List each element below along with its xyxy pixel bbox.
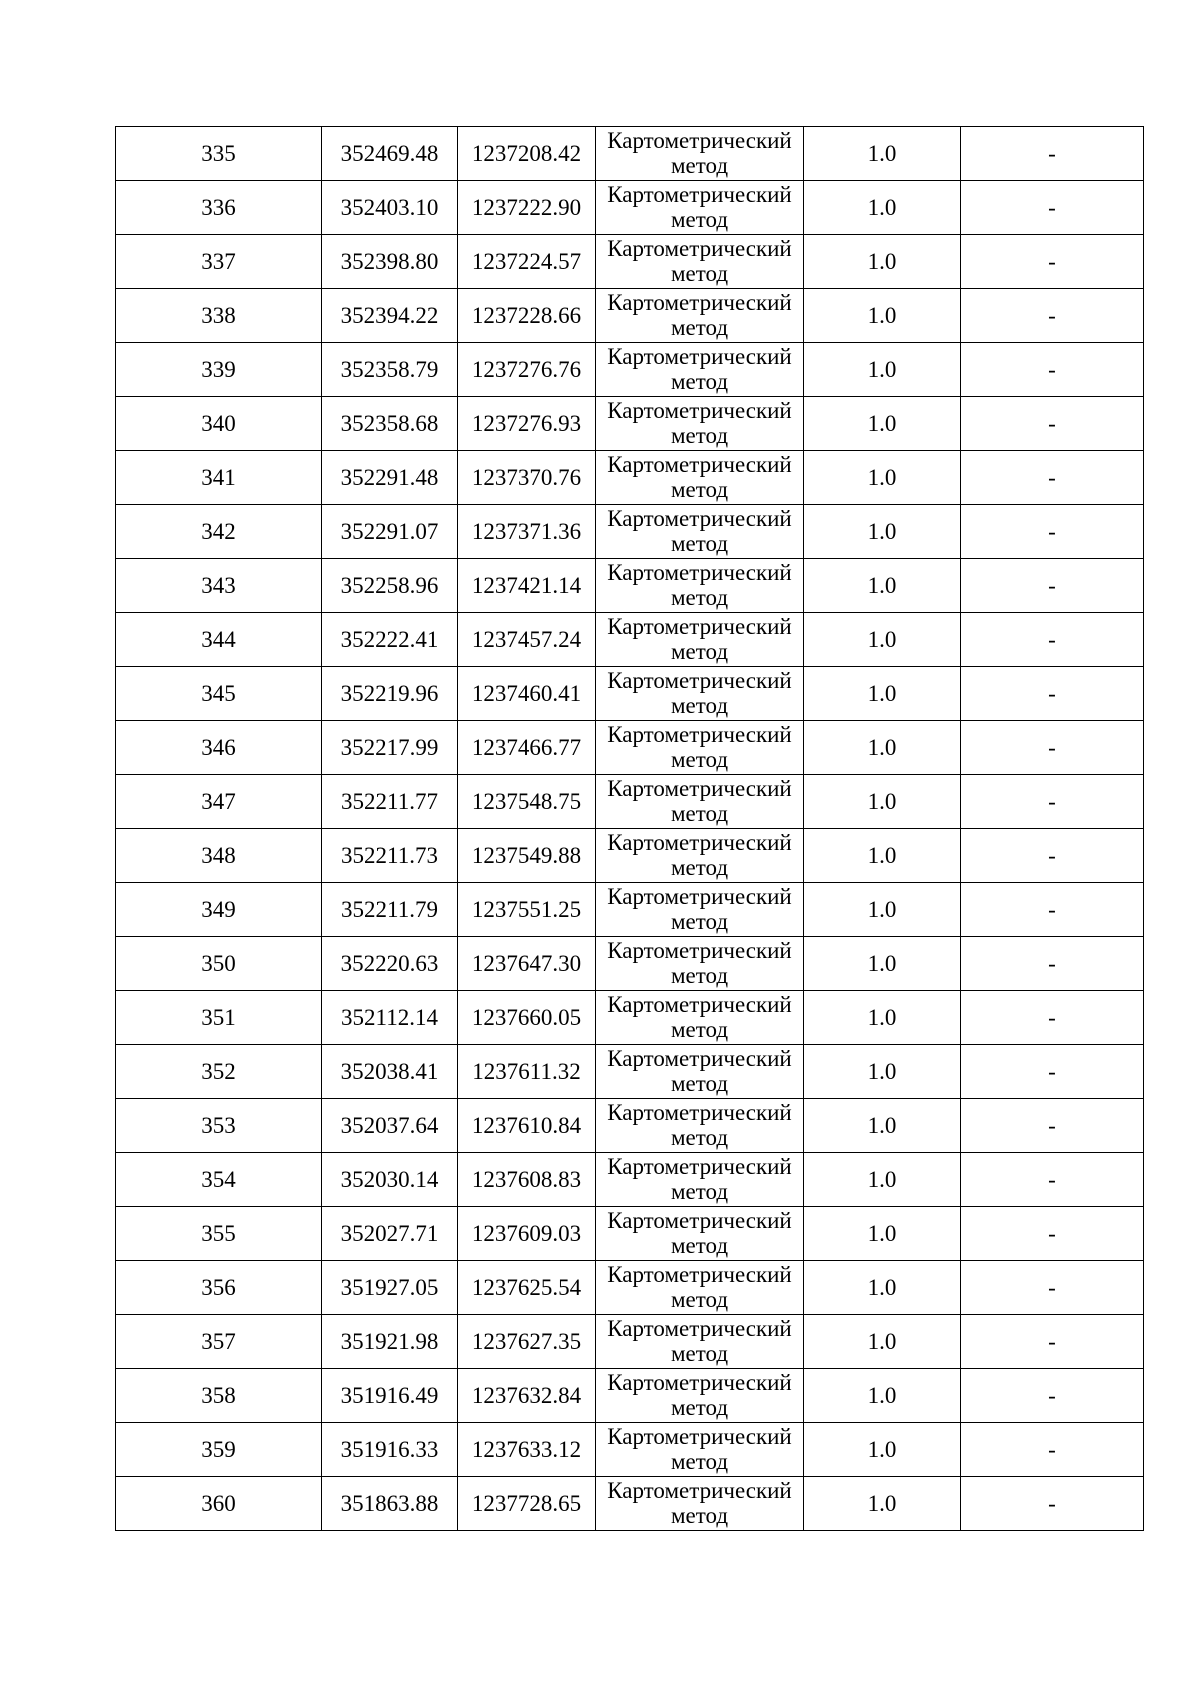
y-coordinate-cell: 1237466.77	[458, 721, 596, 775]
method-line-2: метод	[670, 639, 729, 664]
method-line-1: Картометрический	[607, 1262, 792, 1287]
point-number-cell: 352	[116, 1045, 322, 1099]
point-number-cell: 348	[116, 829, 322, 883]
accuracy-cell: 1.0	[804, 1423, 961, 1477]
method-line-2: метод	[670, 207, 729, 232]
method-line-1: Картометрический	[607, 398, 792, 423]
method-line-2: метод	[670, 477, 729, 502]
description-cell: -	[961, 451, 1144, 505]
y-coordinate-cell: 1237611.32	[458, 1045, 596, 1099]
description-cell: -	[961, 721, 1144, 775]
accuracy-cell: 1.0	[804, 1369, 961, 1423]
y-coordinate-cell: 1237647.30	[458, 937, 596, 991]
method-line-1: Картометрический	[607, 236, 792, 261]
accuracy-cell: 1.0	[804, 829, 961, 883]
y-coordinate-cell: 1237371.36	[458, 505, 596, 559]
accuracy-cell: 1.0	[804, 991, 961, 1045]
accuracy-cell: 1.0	[804, 451, 961, 505]
method-line-1: Картометрический	[607, 506, 792, 531]
accuracy-cell: 1.0	[804, 1045, 961, 1099]
method-line-2: метод	[670, 801, 729, 826]
description-cell: -	[961, 1153, 1144, 1207]
method-line-1: Картометрический	[607, 344, 792, 369]
table-row	[116, 1369, 1144, 1423]
method-cell	[596, 289, 804, 343]
method-line-1: Картометрический	[607, 668, 792, 693]
method-line-2: метод	[670, 1341, 729, 1366]
point-number-cell: 341	[116, 451, 322, 505]
method-line-1: Картометрический	[607, 938, 792, 963]
accuracy-cell: 1.0	[804, 127, 961, 181]
table-row	[116, 937, 1144, 991]
x-coordinate-cell: 352469.48	[322, 127, 458, 181]
x-coordinate-cell: 352358.79	[322, 343, 458, 397]
point-number-cell: 345	[116, 667, 322, 721]
method-line-1: Картометрический	[607, 776, 792, 801]
method-line-2: метод	[670, 1287, 729, 1312]
method-line-2: метод	[670, 1071, 729, 1096]
method-line-1: Картометрический	[607, 560, 792, 585]
table-row	[116, 883, 1144, 937]
method-line-1: Картометрический	[607, 722, 792, 747]
accuracy-cell: 1.0	[804, 1207, 961, 1261]
description-cell: -	[961, 1423, 1144, 1477]
table-row	[116, 667, 1144, 721]
description-cell: -	[961, 181, 1144, 235]
method-line-2: метод	[670, 1233, 729, 1258]
accuracy-cell: 1.0	[804, 1477, 961, 1531]
accuracy-cell: 1.0	[804, 937, 961, 991]
x-coordinate-cell: 352398.80	[322, 235, 458, 289]
accuracy-cell: 1.0	[804, 1099, 961, 1153]
description-cell: -	[961, 667, 1144, 721]
method-cell	[596, 1315, 804, 1369]
description-cell: -	[961, 127, 1144, 181]
method-line-1: Картометрический	[607, 1046, 792, 1071]
description-cell: -	[961, 559, 1144, 613]
accuracy-cell: 1.0	[804, 289, 961, 343]
y-coordinate-cell: 1237457.24	[458, 613, 596, 667]
description-cell: -	[961, 883, 1144, 937]
y-coordinate-cell: 1237633.12	[458, 1423, 596, 1477]
description-cell: -	[961, 937, 1144, 991]
accuracy-cell: 1.0	[804, 667, 961, 721]
description-cell: -	[961, 343, 1144, 397]
y-coordinate-cell: 1237460.41	[458, 667, 596, 721]
method-cell	[596, 505, 804, 559]
y-coordinate-cell: 1237632.84	[458, 1369, 596, 1423]
x-coordinate-cell: 351863.88	[322, 1477, 458, 1531]
description-cell: -	[961, 1099, 1144, 1153]
x-coordinate-cell: 352403.10	[322, 181, 458, 235]
method-line-1: Картометрический	[607, 1208, 792, 1233]
method-cell	[596, 1261, 804, 1315]
point-number-cell: 337	[116, 235, 322, 289]
table-row	[116, 1261, 1144, 1315]
point-number-cell: 355	[116, 1207, 322, 1261]
table-row	[116, 235, 1144, 289]
point-number-cell: 358	[116, 1369, 322, 1423]
x-coordinate-cell: 352394.22	[322, 289, 458, 343]
point-number-cell: 335	[116, 127, 322, 181]
point-number-cell: 350	[116, 937, 322, 991]
table-row	[116, 451, 1144, 505]
table-row	[116, 397, 1144, 451]
method-line-2: метод	[670, 1449, 729, 1474]
method-cell	[596, 937, 804, 991]
table-row	[116, 991, 1144, 1045]
point-number-cell: 360	[116, 1477, 322, 1531]
point-number-cell: 343	[116, 559, 322, 613]
method-line-1: Картометрический	[607, 614, 792, 639]
method-line-1: Картометрический	[607, 992, 792, 1017]
table-row	[116, 613, 1144, 667]
method-line-1: Картометрический	[607, 884, 792, 909]
description-cell: -	[961, 289, 1144, 343]
x-coordinate-cell: 352027.71	[322, 1207, 458, 1261]
method-line-1: Картометрический	[607, 830, 792, 855]
method-line-2: метод	[670, 1503, 729, 1528]
table-row	[116, 1099, 1144, 1153]
method-cell	[596, 397, 804, 451]
x-coordinate-cell: 352258.96	[322, 559, 458, 613]
table-row	[116, 289, 1144, 343]
accuracy-cell: 1.0	[804, 1315, 961, 1369]
accuracy-cell: 1.0	[804, 721, 961, 775]
method-cell	[596, 343, 804, 397]
y-coordinate-cell: 1237610.84	[458, 1099, 596, 1153]
accuracy-cell: 1.0	[804, 1153, 961, 1207]
method-line-1: Картометрический	[607, 1370, 792, 1395]
method-line-2: метод	[670, 315, 729, 340]
description-cell: -	[961, 505, 1144, 559]
description-cell: -	[961, 991, 1144, 1045]
y-coordinate-cell: 1237660.05	[458, 991, 596, 1045]
accuracy-cell: 1.0	[804, 1261, 961, 1315]
y-coordinate-cell: 1237608.83	[458, 1153, 596, 1207]
method-line-2: метод	[670, 1179, 729, 1204]
method-cell	[596, 1045, 804, 1099]
method-cell	[596, 1153, 804, 1207]
point-number-cell: 349	[116, 883, 322, 937]
y-coordinate-cell: 1237548.75	[458, 775, 596, 829]
point-number-cell: 340	[116, 397, 322, 451]
x-coordinate-cell: 351927.05	[322, 1261, 458, 1315]
description-cell: -	[961, 235, 1144, 289]
table-row	[116, 505, 1144, 559]
method-cell	[596, 451, 804, 505]
x-coordinate-cell: 352112.14	[322, 991, 458, 1045]
method-line-2: метод	[670, 423, 729, 448]
point-number-cell: 338	[116, 289, 322, 343]
table-row	[116, 559, 1144, 613]
description-cell: -	[961, 1207, 1144, 1261]
method-line-2: метод	[670, 153, 729, 178]
method-cell	[596, 1369, 804, 1423]
y-coordinate-cell: 1237728.65	[458, 1477, 596, 1531]
method-cell	[596, 667, 804, 721]
method-line-2: метод	[670, 369, 729, 394]
x-coordinate-cell: 352030.14	[322, 1153, 458, 1207]
table-row	[116, 1423, 1144, 1477]
accuracy-cell: 1.0	[804, 613, 961, 667]
method-cell	[596, 1099, 804, 1153]
method-line-2: метод	[670, 261, 729, 286]
point-number-cell: 357	[116, 1315, 322, 1369]
method-line-1: Картометрический	[607, 1424, 792, 1449]
table-row	[116, 1045, 1144, 1099]
y-coordinate-cell: 1237549.88	[458, 829, 596, 883]
x-coordinate-cell: 352211.77	[322, 775, 458, 829]
method-line-2: метод	[670, 531, 729, 556]
table-row	[116, 343, 1144, 397]
x-coordinate-cell: 351921.98	[322, 1315, 458, 1369]
table-row	[116, 1477, 1144, 1531]
method-line-1: Картометрический	[607, 182, 792, 207]
method-cell	[596, 775, 804, 829]
point-number-cell: 353	[116, 1099, 322, 1153]
description-cell: -	[961, 1477, 1144, 1531]
method-line-2: метод	[670, 909, 729, 934]
table-row	[116, 1207, 1144, 1261]
method-cell	[596, 829, 804, 883]
x-coordinate-cell: 352291.07	[322, 505, 458, 559]
description-cell: -	[961, 1369, 1144, 1423]
x-coordinate-cell: 352038.41	[322, 1045, 458, 1099]
accuracy-cell: 1.0	[804, 397, 961, 451]
method-cell	[596, 721, 804, 775]
y-coordinate-cell: 1237276.93	[458, 397, 596, 451]
table-row	[116, 1315, 1144, 1369]
x-coordinate-cell: 351916.49	[322, 1369, 458, 1423]
description-cell: -	[961, 829, 1144, 883]
method-cell	[596, 559, 804, 613]
method-line-1: Картометрический	[607, 290, 792, 315]
x-coordinate-cell: 352358.68	[322, 397, 458, 451]
coordinates-table-body	[116, 127, 1144, 1531]
x-coordinate-cell: 352211.73	[322, 829, 458, 883]
point-number-cell: 336	[116, 181, 322, 235]
method-line-2: метод	[670, 693, 729, 718]
method-cell	[596, 127, 804, 181]
y-coordinate-cell: 1237609.03	[458, 1207, 596, 1261]
accuracy-cell: 1.0	[804, 559, 961, 613]
y-coordinate-cell: 1237208.42	[458, 127, 596, 181]
description-cell: -	[961, 1045, 1144, 1099]
point-number-cell: 344	[116, 613, 322, 667]
method-line-2: метод	[670, 747, 729, 772]
point-number-cell: 346	[116, 721, 322, 775]
table-row	[116, 181, 1144, 235]
point-number-cell: 356	[116, 1261, 322, 1315]
method-line-2: метод	[670, 1017, 729, 1042]
method-cell	[596, 1207, 804, 1261]
point-number-cell: 354	[116, 1153, 322, 1207]
accuracy-cell: 1.0	[804, 775, 961, 829]
x-coordinate-cell: 351916.33	[322, 1423, 458, 1477]
table-row	[116, 127, 1144, 181]
method-line-1: Картометрический	[607, 1154, 792, 1179]
method-line-1: Картометрический	[607, 452, 792, 477]
x-coordinate-cell: 352211.79	[322, 883, 458, 937]
method-cell	[596, 235, 804, 289]
method-line-2: метод	[670, 585, 729, 610]
table-row	[116, 1153, 1144, 1207]
method-line-1: Картометрический	[607, 1100, 792, 1125]
x-coordinate-cell: 352217.99	[322, 721, 458, 775]
table-row	[116, 721, 1144, 775]
accuracy-cell: 1.0	[804, 883, 961, 937]
description-cell: -	[961, 1261, 1144, 1315]
y-coordinate-cell: 1237228.66	[458, 289, 596, 343]
method-line-1: Картометрический	[607, 1478, 792, 1503]
description-cell: -	[961, 397, 1144, 451]
description-cell: -	[961, 775, 1144, 829]
description-cell: -	[961, 613, 1144, 667]
x-coordinate-cell: 352219.96	[322, 667, 458, 721]
coordinates-table	[115, 126, 1144, 1531]
accuracy-cell: 1.0	[804, 235, 961, 289]
description-cell: -	[961, 1315, 1144, 1369]
y-coordinate-cell: 1237627.35	[458, 1315, 596, 1369]
point-number-cell: 342	[116, 505, 322, 559]
point-number-cell: 359	[116, 1423, 322, 1477]
x-coordinate-cell: 352220.63	[322, 937, 458, 991]
point-number-cell: 339	[116, 343, 322, 397]
accuracy-cell: 1.0	[804, 343, 961, 397]
method-line-1: Картометрический	[607, 128, 792, 153]
y-coordinate-cell: 1237625.54	[458, 1261, 596, 1315]
method-cell	[596, 991, 804, 1045]
method-cell	[596, 883, 804, 937]
y-coordinate-cell: 1237421.14	[458, 559, 596, 613]
y-coordinate-cell: 1237370.76	[458, 451, 596, 505]
y-coordinate-cell: 1237222.90	[458, 181, 596, 235]
x-coordinate-cell: 352037.64	[322, 1099, 458, 1153]
accuracy-cell: 1.0	[804, 181, 961, 235]
table-row	[116, 829, 1144, 883]
table-row	[116, 775, 1144, 829]
method-cell	[596, 1477, 804, 1531]
y-coordinate-cell: 1237276.76	[458, 343, 596, 397]
method-cell	[596, 1423, 804, 1477]
point-number-cell: 351	[116, 991, 322, 1045]
x-coordinate-cell: 352291.48	[322, 451, 458, 505]
point-number-cell: 347	[116, 775, 322, 829]
accuracy-cell: 1.0	[804, 505, 961, 559]
method-line-1: Картометрический	[607, 1316, 792, 1341]
method-line-2: метод	[670, 963, 729, 988]
y-coordinate-cell: 1237224.57	[458, 235, 596, 289]
method-line-2: метод	[670, 1395, 729, 1420]
method-line-2: метод	[670, 855, 729, 880]
method-line-2: метод	[670, 1125, 729, 1150]
method-cell	[596, 613, 804, 667]
y-coordinate-cell: 1237551.25	[458, 883, 596, 937]
method-cell	[596, 181, 804, 235]
x-coordinate-cell: 352222.41	[322, 613, 458, 667]
